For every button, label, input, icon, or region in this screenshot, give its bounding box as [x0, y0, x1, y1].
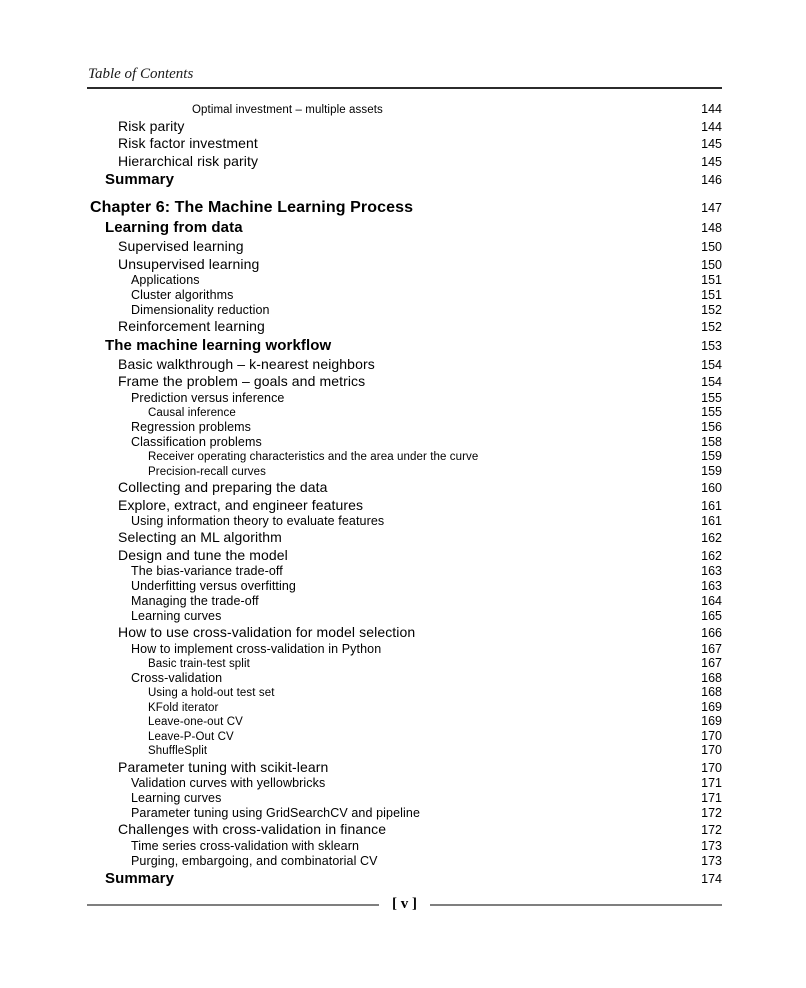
toc-entry-label[interactable]: Using information theory to evaluate features: [131, 514, 385, 528]
toc-entry-page: 154: [701, 375, 722, 389]
toc-entry-page: 169: [701, 699, 722, 714]
toc-entry-page: 155: [701, 390, 722, 405]
toc-entry-page: 154: [701, 357, 722, 372]
toc-entry-page: 147: [701, 201, 722, 215]
toc-entry[interactable]: [87, 420, 722, 435]
toc-entry-label[interactable]: Managing the trade-off: [131, 594, 259, 608]
toc-entry-page: 166: [701, 626, 722, 640]
toc-entry-page: 161: [701, 498, 722, 513]
toc-entry-page: 146: [701, 173, 722, 187]
toc-entry-label[interactable]: The bias-variance trade-off: [131, 564, 283, 578]
toc-entry-label[interactable]: Risk parity: [118, 117, 185, 134]
toc-entry-page: 156: [701, 420, 722, 434]
toc-entry-page: 168: [701, 671, 722, 685]
toc-entry-label[interactable]: Learning curves: [131, 791, 222, 805]
toc-entry-label[interactable]: Leave-one-out CV: [148, 716, 243, 728]
toc-entry-page: 163: [701, 579, 722, 593]
toc-entry[interactable]: [87, 791, 722, 806]
toc-entry-label[interactable]: How to implement cross-validation in Python: [131, 641, 382, 656]
toc-entry[interactable]: [87, 135, 722, 153]
toc-entry[interactable]: [87, 450, 722, 465]
toc-entry[interactable]: [87, 373, 722, 391]
toc-entry[interactable]: [87, 759, 722, 777]
toc-entry-page: 167: [701, 641, 722, 656]
toc-entry-label[interactable]: Explore, extract, and engineer features: [118, 496, 364, 513]
toc-entry[interactable]: [87, 318, 722, 336]
toc-entry-label[interactable]: Optimal investment – multiple assets: [192, 104, 383, 116]
toc-entry[interactable]: [87, 273, 722, 288]
toc-entry-page: 171: [701, 791, 722, 805]
toc-entry-label[interactable]: Chapter 6: The Machine Learning Process: [90, 199, 414, 216]
toc-entry-page: 145: [701, 137, 722, 151]
toc-entry-page: 150: [701, 257, 722, 272]
toc-entry-label[interactable]: Purging, embargoing, and combinatorial CV: [131, 853, 378, 868]
toc-entry-label[interactable]: Time series cross-validation with sklearn: [131, 838, 360, 853]
toc-entry[interactable]: [87, 529, 722, 547]
toc-entry[interactable]: [87, 686, 722, 701]
toc-entry[interactable]: [87, 153, 722, 171]
header-rule: [87, 87, 722, 89]
toc-entry-page: 155: [701, 404, 722, 419]
toc-entry[interactable]: [87, 564, 722, 579]
toc-entry[interactable]: [87, 624, 722, 642]
footer-rule-left: [87, 904, 379, 906]
running-header: Table of Contents: [88, 66, 194, 82]
toc-entry-label[interactable]: How to use cross-validation for model selection: [118, 624, 416, 640]
toc-entry-page: 159: [701, 463, 722, 478]
toc-entry[interactable]: [87, 391, 722, 406]
toc-entry[interactable]: [87, 671, 722, 686]
toc-entry[interactable]: [87, 730, 722, 745]
toc-entry-page: 163: [701, 564, 722, 578]
toc-entry-label[interactable]: Parameter tuning with scikit-learn: [118, 758, 329, 775]
toc-entry[interactable]: [87, 170, 722, 190]
toc-entry-label[interactable]: Leave-P-Out CV: [148, 730, 234, 743]
toc-entry[interactable]: [87, 238, 722, 256]
toc-entry-page: 162: [701, 531, 722, 545]
toc-entry-label[interactable]: Summary: [105, 171, 175, 188]
toc-entry[interactable]: [87, 256, 722, 274]
toc-entry[interactable]: [87, 806, 722, 821]
toc-entry-label[interactable]: Supervised learning: [118, 238, 244, 254]
toc-entry-page: 164: [701, 594, 722, 608]
toc-entry-page: 173: [701, 838, 722, 853]
toc-entry[interactable]: [87, 336, 722, 356]
toc-entry-page: 161: [701, 514, 722, 528]
footer-rule-right: [430, 904, 722, 906]
toc-entry[interactable]: [87, 288, 722, 303]
toc-entry-page: 152: [701, 320, 722, 334]
toc-entry-label[interactable]: The machine learning workflow: [105, 336, 332, 354]
toc-entry[interactable]: [87, 218, 722, 238]
toc-entry-label[interactable]: Parameter tuning using GridSearchCV and pipeline: [131, 806, 420, 820]
toc-entry-label[interactable]: Using a hold-out test set: [148, 687, 275, 699]
toc-entry-label[interactable]: Regression problems: [131, 420, 252, 434]
toc-entry-label[interactable]: Precision-recall curves: [148, 465, 266, 478]
toc-entry-label[interactable]: Prediction versus inference: [131, 390, 285, 405]
toc-entry[interactable]: [87, 547, 722, 565]
toc-entry-label[interactable]: Learning curves: [131, 609, 222, 623]
toc-entry[interactable]: [87, 744, 722, 759]
toc-entry-page: 152: [701, 303, 722, 317]
toc-entry-label[interactable]: Classification problems: [131, 435, 262, 449]
toc-entry[interactable]: [87, 103, 722, 118]
toc-entry-page: 172: [701, 823, 722, 837]
toc-entry-label[interactable]: Basic train-test split: [148, 657, 250, 670]
toc-entry[interactable]: [87, 642, 722, 657]
toc-entry[interactable]: [87, 514, 722, 529]
toc-entry-label[interactable]: Frame the problem – goals and metrics: [118, 373, 366, 389]
toc-entry-page: 144: [701, 119, 722, 134]
toc-entry-page: 148: [701, 221, 722, 235]
toc-entry[interactable]: [87, 356, 722, 374]
toc-entry-page: 151: [701, 273, 722, 287]
toc-entry-label[interactable]: Design and tune the model: [118, 546, 288, 563]
toc-entry[interactable]: [87, 465, 722, 480]
toc-entry-label[interactable]: Unsupervised learning: [118, 255, 260, 272]
toc-entry[interactable]: [87, 609, 722, 624]
toc-entry-page: 169: [701, 714, 722, 728]
toc-entry-page: 144: [701, 102, 722, 116]
toc-entry-page: 168: [701, 685, 722, 699]
toc-entry-page: 170: [701, 728, 722, 743]
toc-entry[interactable]: [87, 776, 722, 791]
toc-entry-label[interactable]: ShuffleSplit: [148, 745, 208, 757]
toc-entry-label[interactable]: Applications: [131, 273, 200, 287]
toc-entry[interactable]: [87, 715, 722, 730]
toc-entry-label[interactable]: Learning from data: [105, 219, 243, 236]
toc-entry-page: 171: [701, 776, 722, 790]
toc-entry-page: 160: [701, 481, 722, 495]
toc-entry-label[interactable]: Cross-validation: [131, 671, 223, 685]
toc-entry-page: 150: [701, 240, 722, 254]
toc-entry-label[interactable]: Reinforcement learning: [118, 318, 265, 334]
toc-entry[interactable]: [87, 303, 722, 318]
toc-entry-page: 145: [701, 154, 722, 169]
toc-entry[interactable]: [87, 701, 722, 716]
toc-entry-label[interactable]: Dimensionality reduction: [131, 303, 270, 317]
toc-entry-label[interactable]: Hierarchical risk parity: [118, 152, 259, 169]
toc-entry[interactable]: [87, 657, 722, 672]
toc-entry-page: 173: [701, 853, 722, 868]
toc-entry-page: 174: [701, 871, 722, 886]
toc-entry-label[interactable]: Validation curves with yellowbricks: [131, 776, 326, 790]
toc-entry-page: 170: [701, 743, 722, 757]
toc-entry[interactable]: [87, 579, 722, 594]
toc-entry-label[interactable]: Risk factor investment: [118, 135, 258, 151]
table-of-contents: [87, 103, 722, 889]
toc-entry[interactable]: [87, 479, 722, 497]
toc-entry-label[interactable]: Cluster algorithms: [131, 288, 234, 302]
toc-entry-label[interactable]: Receiver operating characteristics and the area under the curve: [148, 451, 479, 463]
toc-entry-page: 158: [701, 435, 722, 449]
toc-entry-page: 153: [701, 338, 722, 353]
toc-entry-label[interactable]: Collecting and preparing the data: [118, 479, 328, 495]
toc-entry[interactable]: [87, 854, 722, 869]
page-number-label: [ v ]: [392, 896, 417, 912]
toc-entry[interactable]: [87, 406, 722, 421]
toc-entry-page: 167: [701, 655, 722, 670]
toc-entry[interactable]: [87, 839, 722, 854]
toc-entry[interactable]: [87, 198, 722, 218]
toc-entry-label[interactable]: KFold iterator: [148, 701, 219, 714]
toc-entry-label[interactable]: Challenges with cross-validation in finance: [118, 821, 387, 837]
toc-entry[interactable]: [87, 497, 722, 515]
toc-entry[interactable]: [87, 869, 722, 889]
toc-entry-page: 162: [701, 548, 722, 563]
toc-entry-label[interactable]: Underfitting versus overfitting: [131, 579, 296, 593]
toc-entry[interactable]: [87, 821, 722, 839]
toc-entry-label[interactable]: Basic walkthrough – k-nearest neighbors: [118, 355, 375, 372]
toc-entry[interactable]: [87, 118, 722, 136]
toc-entry-label[interactable]: Causal inference: [148, 406, 236, 419]
toc-entry[interactable]: [87, 594, 722, 609]
toc-entry-page: 165: [701, 609, 722, 623]
toc-entry-label[interactable]: Summary: [105, 869, 175, 887]
toc-entry-page: 172: [701, 806, 722, 820]
page-footer: [87, 896, 722, 913]
toc-entry-page: 151: [701, 288, 722, 302]
toc-entry-label[interactable]: Selecting an ML algorithm: [118, 529, 282, 545]
toc-entry-page: 159: [701, 449, 722, 463]
toc-entry[interactable]: [87, 435, 722, 450]
toc-entry-page: 170: [701, 760, 722, 775]
